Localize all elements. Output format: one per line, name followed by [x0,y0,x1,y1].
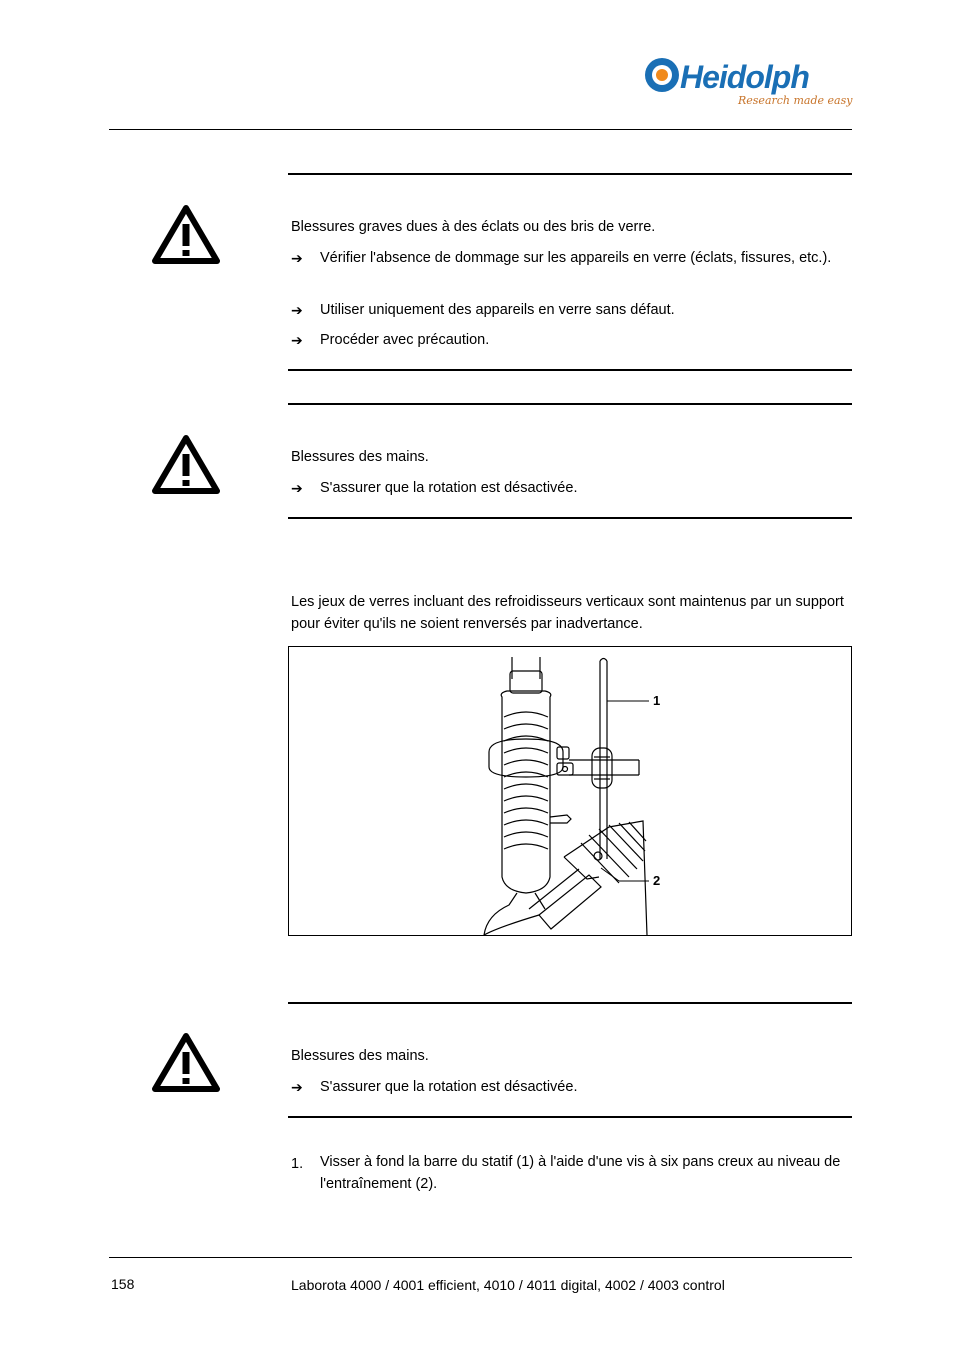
intro-paragraph: Les jeux de verres incluant des refroidisseurs verticaux sont maintenus par un support pour éviter qu'ils ne soient renversés par inadvertance. [291,594,844,632]
heidolph-logo-mark [640,50,855,112]
callout-1-label: 1 [653,693,661,708]
warning-triangle-icon [152,434,220,494]
page-number: 158 [111,1276,135,1292]
warning3-top-rule [288,1002,852,1004]
heidolph-logo [640,50,855,112]
arrow-right-icon: ➔ [291,480,303,496]
condenser-stand-illustration [289,647,851,935]
arrow-right-icon: ➔ [291,302,303,318]
warning-triangle-icon [152,1032,220,1092]
warning1-bottom-rule [288,369,852,371]
svg-text:Research made easy: Research made easy [738,94,853,107]
footer-title: Laborota 4000 / 4001 efficient, 4010 / 4011 digital, 4002 / 4003 control [291,1277,725,1293]
arrow-right-icon: ➔ [291,1079,303,1095]
warning2-bottom-rule [288,517,852,519]
callout-2-label: 2 [653,873,661,888]
step-text: Visser à fond la barre du statif (1) à l'aide d'une vis à six pans creux au niveau de l'entraînement (2). [320,1154,841,1192]
warning2-item: ➔ S'assurer que la rotation est désactivée. [291,477,853,499]
arrow-right-icon: ➔ [291,332,303,348]
warning1-text: Blessures graves dues à des éclats ou des bris de verre. [291,219,656,235]
header-rule [109,129,852,130]
warning3-item: ➔ S'assurer que la rotation est désactivée. [291,1076,853,1098]
warning1-item: ➔ Vérifier l'absence de dommage sur les appareils en verre (éclats, fissures, etc.). [291,247,853,269]
warning2-top-rule [288,403,852,405]
warning3-text: Blessures des mains. [291,1048,429,1064]
warning3-bottom-rule [288,1116,852,1118]
step-item [291,1151,853,1195]
warning1-top-rule [288,173,852,175]
step-number: 1. [291,1156,304,1172]
figure-frame [288,646,852,936]
arrow-right-icon: ➔ [291,250,303,266]
warning2-text: Blessures des mains. [291,449,429,465]
warning-triangle-icon [152,204,220,264]
warning1-item: ➔ Utiliser uniquement des appareils en verre sans défaut. [291,299,853,321]
footer-rule [109,1257,852,1258]
svg-text:Heidolph: Heidolph [680,59,809,95]
warning1-item: ➔ Procéder avec précaution. [291,329,853,351]
